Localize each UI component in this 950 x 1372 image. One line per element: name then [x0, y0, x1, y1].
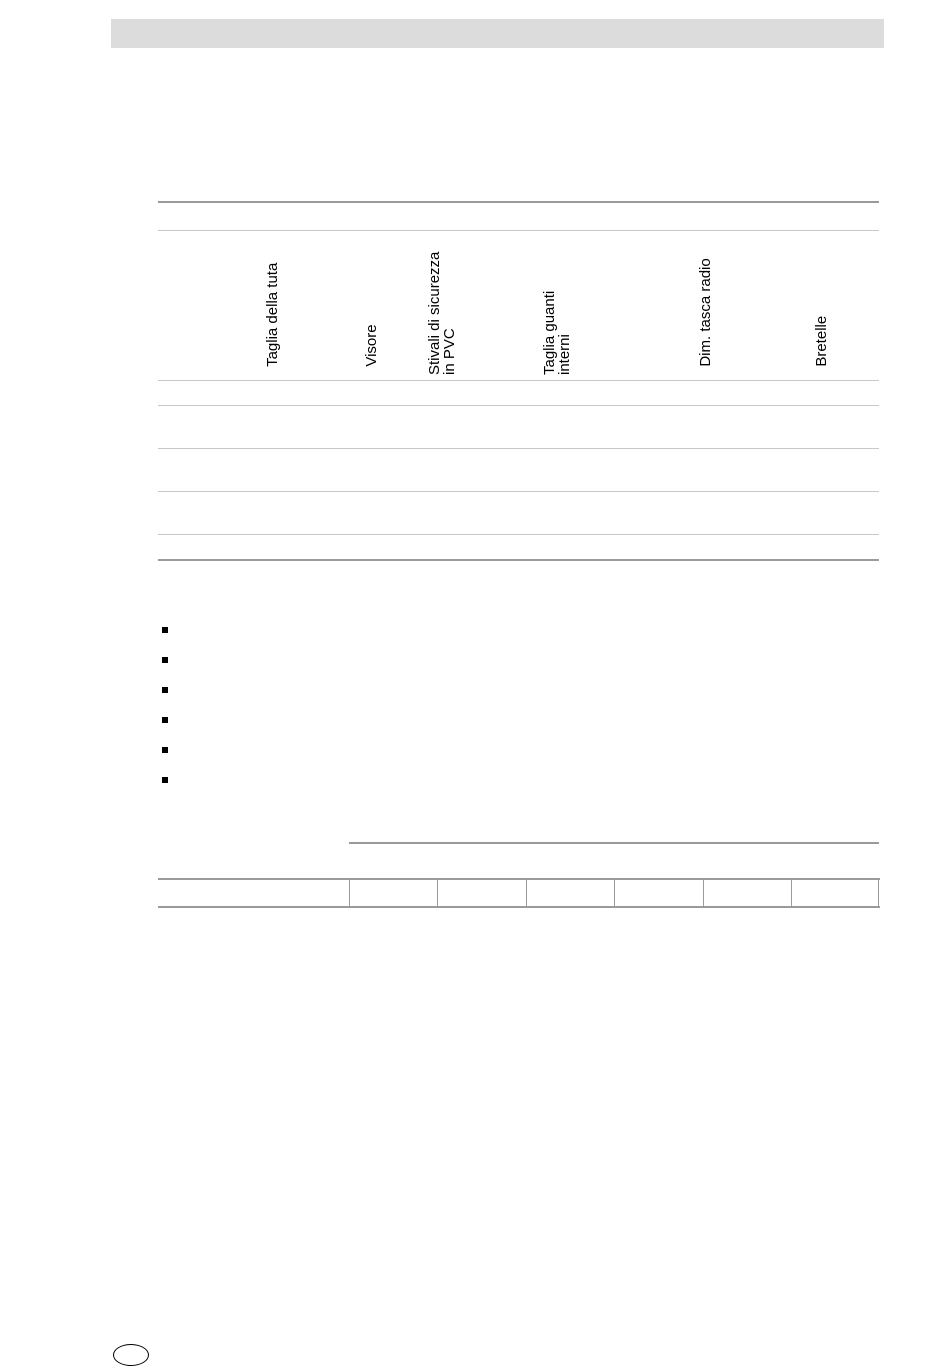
column-divider	[791, 880, 792, 906]
table-bottom-rule	[158, 559, 879, 561]
column-header-suit-size: Taglia della tuta	[264, 262, 281, 367]
bullet-marker	[162, 717, 168, 723]
table-row-rule	[158, 448, 879, 449]
table-row-rule	[158, 491, 879, 492]
column-divider	[703, 880, 704, 906]
column-divider	[878, 880, 879, 906]
table-row-rule	[158, 405, 879, 406]
column-divider	[614, 880, 615, 906]
bullet-marker	[162, 687, 168, 693]
table-header-rule	[158, 230, 879, 231]
bullet-marker	[162, 627, 168, 633]
second-table-heading-rule	[349, 842, 879, 844]
bullet-list	[162, 627, 168, 807]
column-header-inner-gloves: Taglia guanti interni	[541, 290, 573, 375]
table-row-rule	[158, 534, 879, 535]
bullet-marker	[162, 747, 168, 753]
bullet-marker	[162, 777, 168, 783]
bullet-marker	[162, 657, 168, 663]
column-header-radio-pocket: Dim. tasca radio	[697, 258, 714, 367]
section-header-bar	[111, 19, 884, 48]
column-header-suspenders: Bretelle	[813, 315, 830, 367]
table-top-rule	[158, 201, 879, 203]
column-divider	[437, 880, 438, 906]
column-header-visor: Visore	[363, 324, 380, 367]
column-divider	[526, 880, 527, 906]
second-table-row	[158, 878, 880, 908]
language-badge	[113, 1344, 149, 1366]
column-header-pvc-boots: Stivali di sicurezza in PVC	[426, 251, 458, 375]
column-divider	[349, 880, 350, 906]
table-row-rule	[158, 380, 879, 381]
